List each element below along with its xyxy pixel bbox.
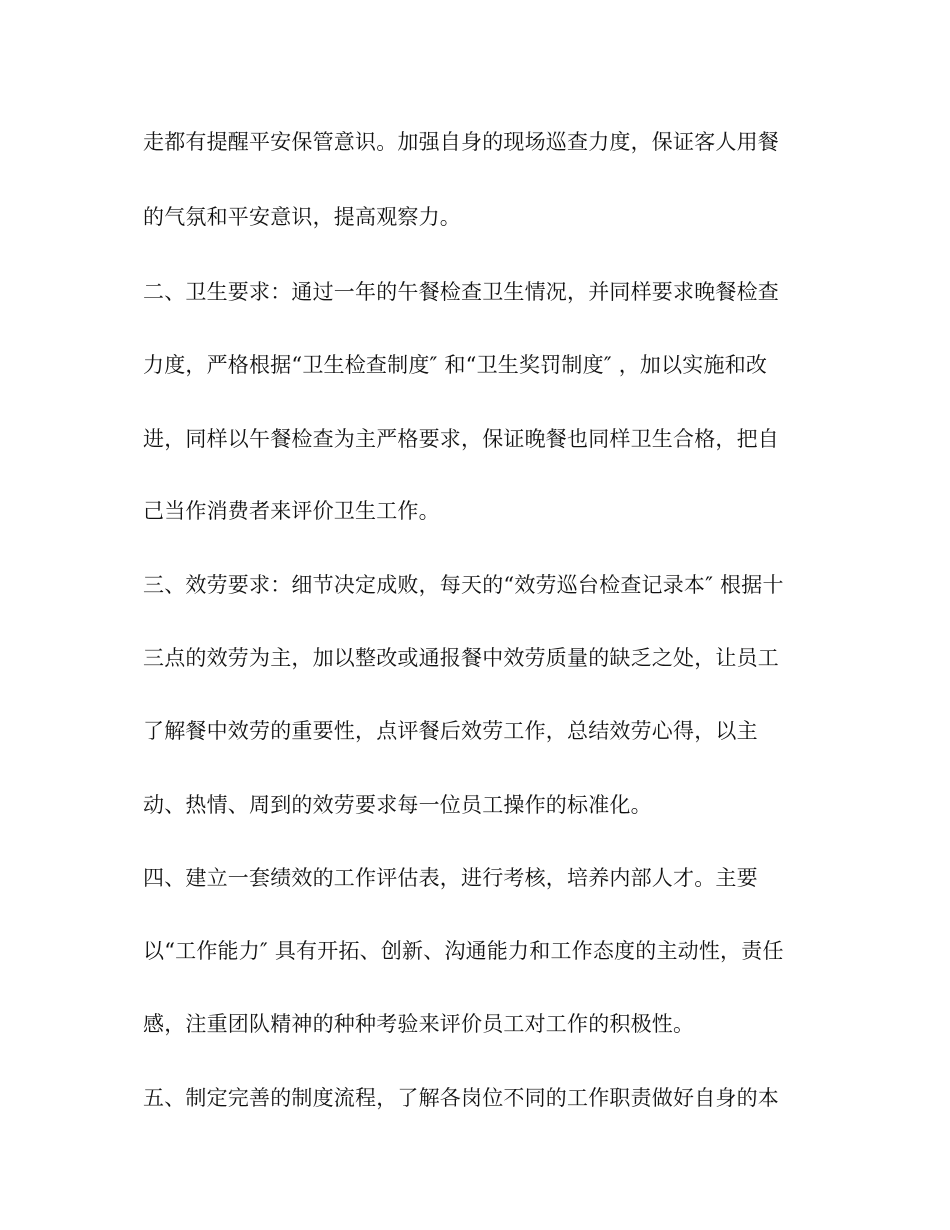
text-line: 二、卫生要求：通过一年的午餐检查卫生情况，并同样要求晚餐检查 xyxy=(143,280,779,304)
text-line: 力度，严格根据“卫生检查制度″ 和“卫生奖罚制度″ ，加以实施和改 xyxy=(143,353,768,377)
text-line: 三点的效劳为主，加以整改或通报餐中效劳质量的缺乏之处，让员工 xyxy=(143,646,779,670)
text-line: 感，注重团队精神的种种考验来评价员工对工作的积极性。 xyxy=(143,1012,695,1036)
text-line: 了解餐中效劳的重要性，点评餐后效劳工作，总结效劳心得，以主 xyxy=(143,719,758,743)
text-line: 三、效劳要求：细节决定成败，每天的“效劳巡台检查记录本″ 根据十 xyxy=(143,573,784,597)
text-line: 的气氛和平安意识，提高观察力。 xyxy=(143,205,461,229)
text-line: 四、建立一套绩效的工作评估表，进行考核，培养内部人才。主要 xyxy=(143,866,758,890)
text-line: 己当作消费者来评价卫生工作。 xyxy=(143,499,440,523)
text-line: 动、热情、周到的效劳要求每一位员工操作的标准化。 xyxy=(143,793,652,817)
text-line: 以“工作能力″ 具有开拓、创新、沟通能力和工作态度的主动性，责任 xyxy=(143,939,784,963)
text-line: 走都有提醒平安保管意识。加强自身的现场巡查力度，保证客人用餐 xyxy=(143,130,779,154)
text-line: 五、制定完善的制度流程，了解各岗位不同的工作职责做好自身的本 xyxy=(143,1086,779,1110)
text-line: 进，同样以午餐检查为主严格要求，保证晚餐也同样卫生合格，把自 xyxy=(143,427,779,451)
